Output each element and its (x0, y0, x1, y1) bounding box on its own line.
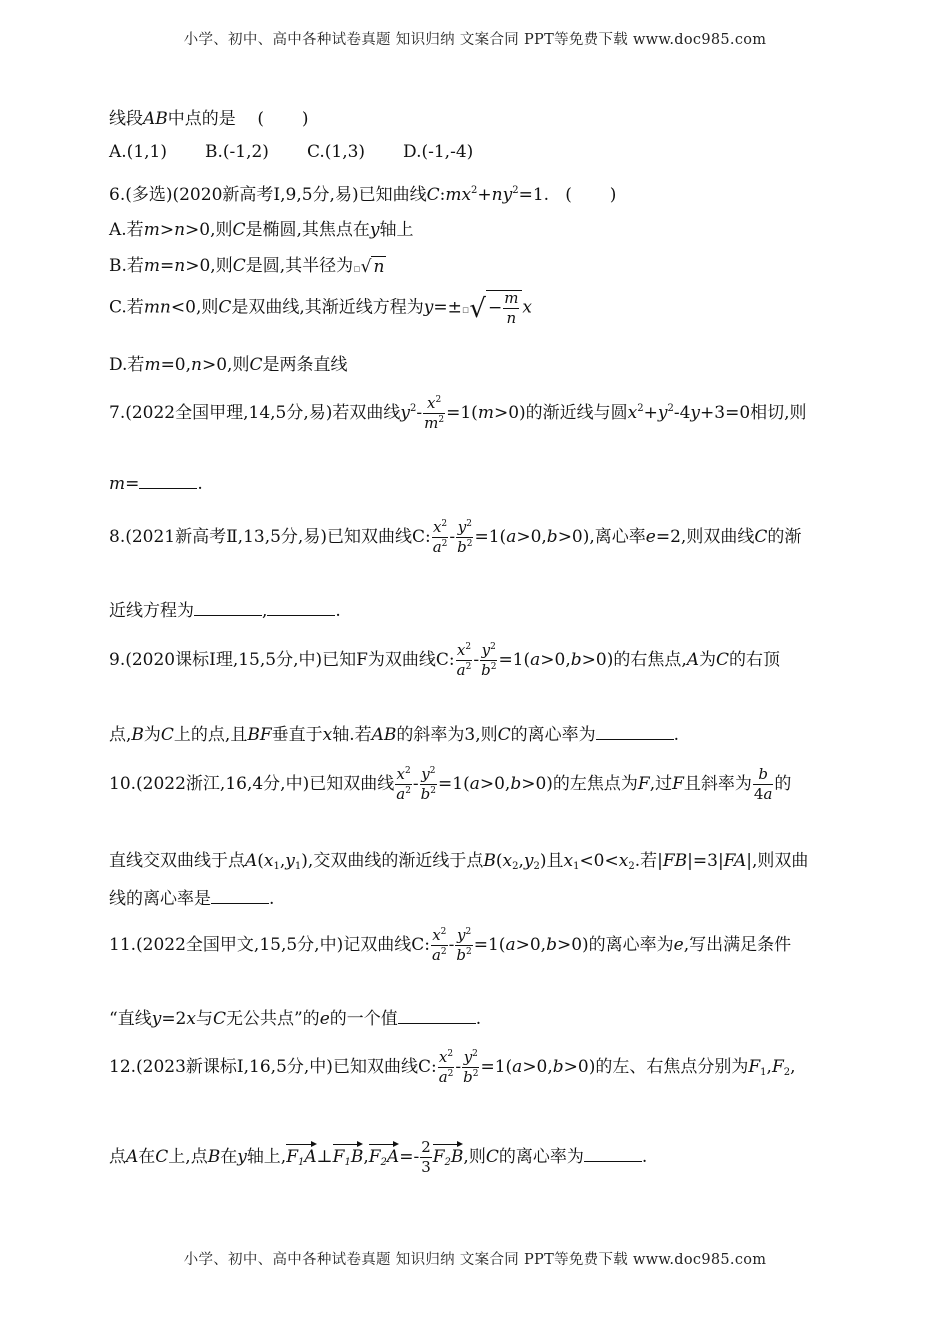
answer-blank[interactable] (596, 725, 674, 740)
q5-options (109, 142, 473, 162)
q5-option-d: D.(-1,-4) (403, 142, 474, 162)
q6-stem: 6.(多选)(2020新高考Ⅰ,9,5分,易)已知曲线$C:mx^2+ny^2=1$. ( ) (109, 185, 617, 205)
sqrt-neg-m-over-n: ▫√ − $\frac{m}{n}$ (462, 290, 523, 326)
q11-stem: 11.(2022全国甲文,15,5分,中)记双曲线C: $\frac{x^2}{a^2}$ - $\frac{y^2}{b^2}$ =1(a>0,b>0)的离心率为e,写出满足条件 (109, 926, 792, 964)
page-footer: 小学、初中、高中各种试卷真题 知识归纳 文案合同 PPT等免费下载 www.doc985.com (183, 1252, 767, 1268)
q9-stem: 9.(2020课标Ⅰ理,15,5分,中)已知F为双曲线C: $\frac{x^2}{a^2}$ - $\frac{y^2}{b^2}$ =1(a>0,b>0)的右焦点,A为C的右顶 (109, 641, 781, 679)
sqrt-n: ▫√ n (353, 257, 385, 277)
q5-option-c: C.(1,3) (306, 142, 366, 162)
answer-blank[interactable] (584, 1147, 642, 1162)
q6-option-a: A.若m>n>0,则C是椭圆,其焦点在y轴上 (109, 220, 414, 240)
q8-stem: 8.(2021新高考Ⅱ,13,5分,易)已知双曲线C: $\frac{x^2}{a^2}$ - $\frac{y^2}{b^2}$ =1(a>0,b>0),离心率e=2,则双曲线C的渐 (109, 518, 802, 556)
vector-f2a: $F_2A$ (369, 1143, 399, 1167)
answer-blank[interactable] (211, 889, 269, 904)
q5-option-b: B.(-1,2) (204, 142, 269, 162)
vector-f2b: $F_2B$ (433, 1143, 464, 1167)
answer-blank[interactable] (267, 601, 335, 616)
page-header: 小学、初中、高中各种试卷真题 知识归纳 文案合同 PPT等免费下载 www.doc985.com (183, 32, 767, 48)
q12-stem: 12.(2023新课标Ⅰ,16,5分,中)已知双曲线C: $\frac{x^2}{a^2}$ - $\frac{y^2}{b^2}$ =1(a>0,b>0)的左、右焦点分别为$F_1,F_2$, (109, 1048, 796, 1086)
q11-line2: “直线y=2x与C无公共点”的e的一个值 . (109, 1009, 482, 1029)
answer-blank[interactable] (398, 1009, 476, 1024)
q12-line2: 点A在C上,点B在y轴上$,F_1A\perp F_1B,F_2A=-$ $\frac{2}{3}$ $F_2B$,则C的离心率为 . (109, 1138, 648, 1176)
q8-answer-line: 近线方程为 , . (109, 601, 341, 621)
answer-blank[interactable] (194, 601, 262, 616)
q7-stem: 7.(2022全国甲理,14,5分,易)若双曲线$y^2-$ $\frac{x^2}{m^2}$ =1(m>0)的渐近线与圆$x^2+y^2-4y+3=0$相切,则 (109, 394, 807, 432)
q9-line2: 点,B为C上的点,且BF垂直于x轴.若AB的斜率为3,则C的离心率为 . (109, 725, 680, 745)
answer-blank[interactable] (139, 474, 197, 489)
q10-line3: 线的离心率是 . (109, 889, 275, 909)
q6-option-c: C.若mn<0,则C是双曲线,其渐近线方程为y=±▫√ − $\frac{m}{n}$ x (109, 289, 533, 327)
q10-line2: 直线交双曲线于点$A(x_1,y_1)$,交双曲线的渐近线于点$B(x_2,y_2)$且$x_1<0<x_2$.若|FB|=3|FA|,则双曲 (109, 851, 809, 872)
q7-answer-line: m= . (109, 474, 203, 494)
q6-option-b: B.若m=n>0,则C是圆,其半径为▫√ n (109, 256, 385, 277)
vector-f1b: $F_1B$ (333, 1143, 364, 1167)
vector-f1a: $F_1A$ (286, 1143, 316, 1167)
q5-stem-tail: 线段AB中点的是 ( ) (109, 109, 309, 129)
q10-stem: 10.(2022浙江,16,4分,中)已知双曲线 $\frac{x^2}{a^2}$ - $\frac{y^2}{b^2}$ =1(a>0,b>0)的左焦点为F,过F且斜率为 $\frac{b}{4a}$ 的 (109, 765, 792, 803)
q5-option-a: A.(1,1) (109, 142, 167, 162)
q6-option-d: D.若m=0,n>0,则C是两条直线 (109, 355, 348, 375)
